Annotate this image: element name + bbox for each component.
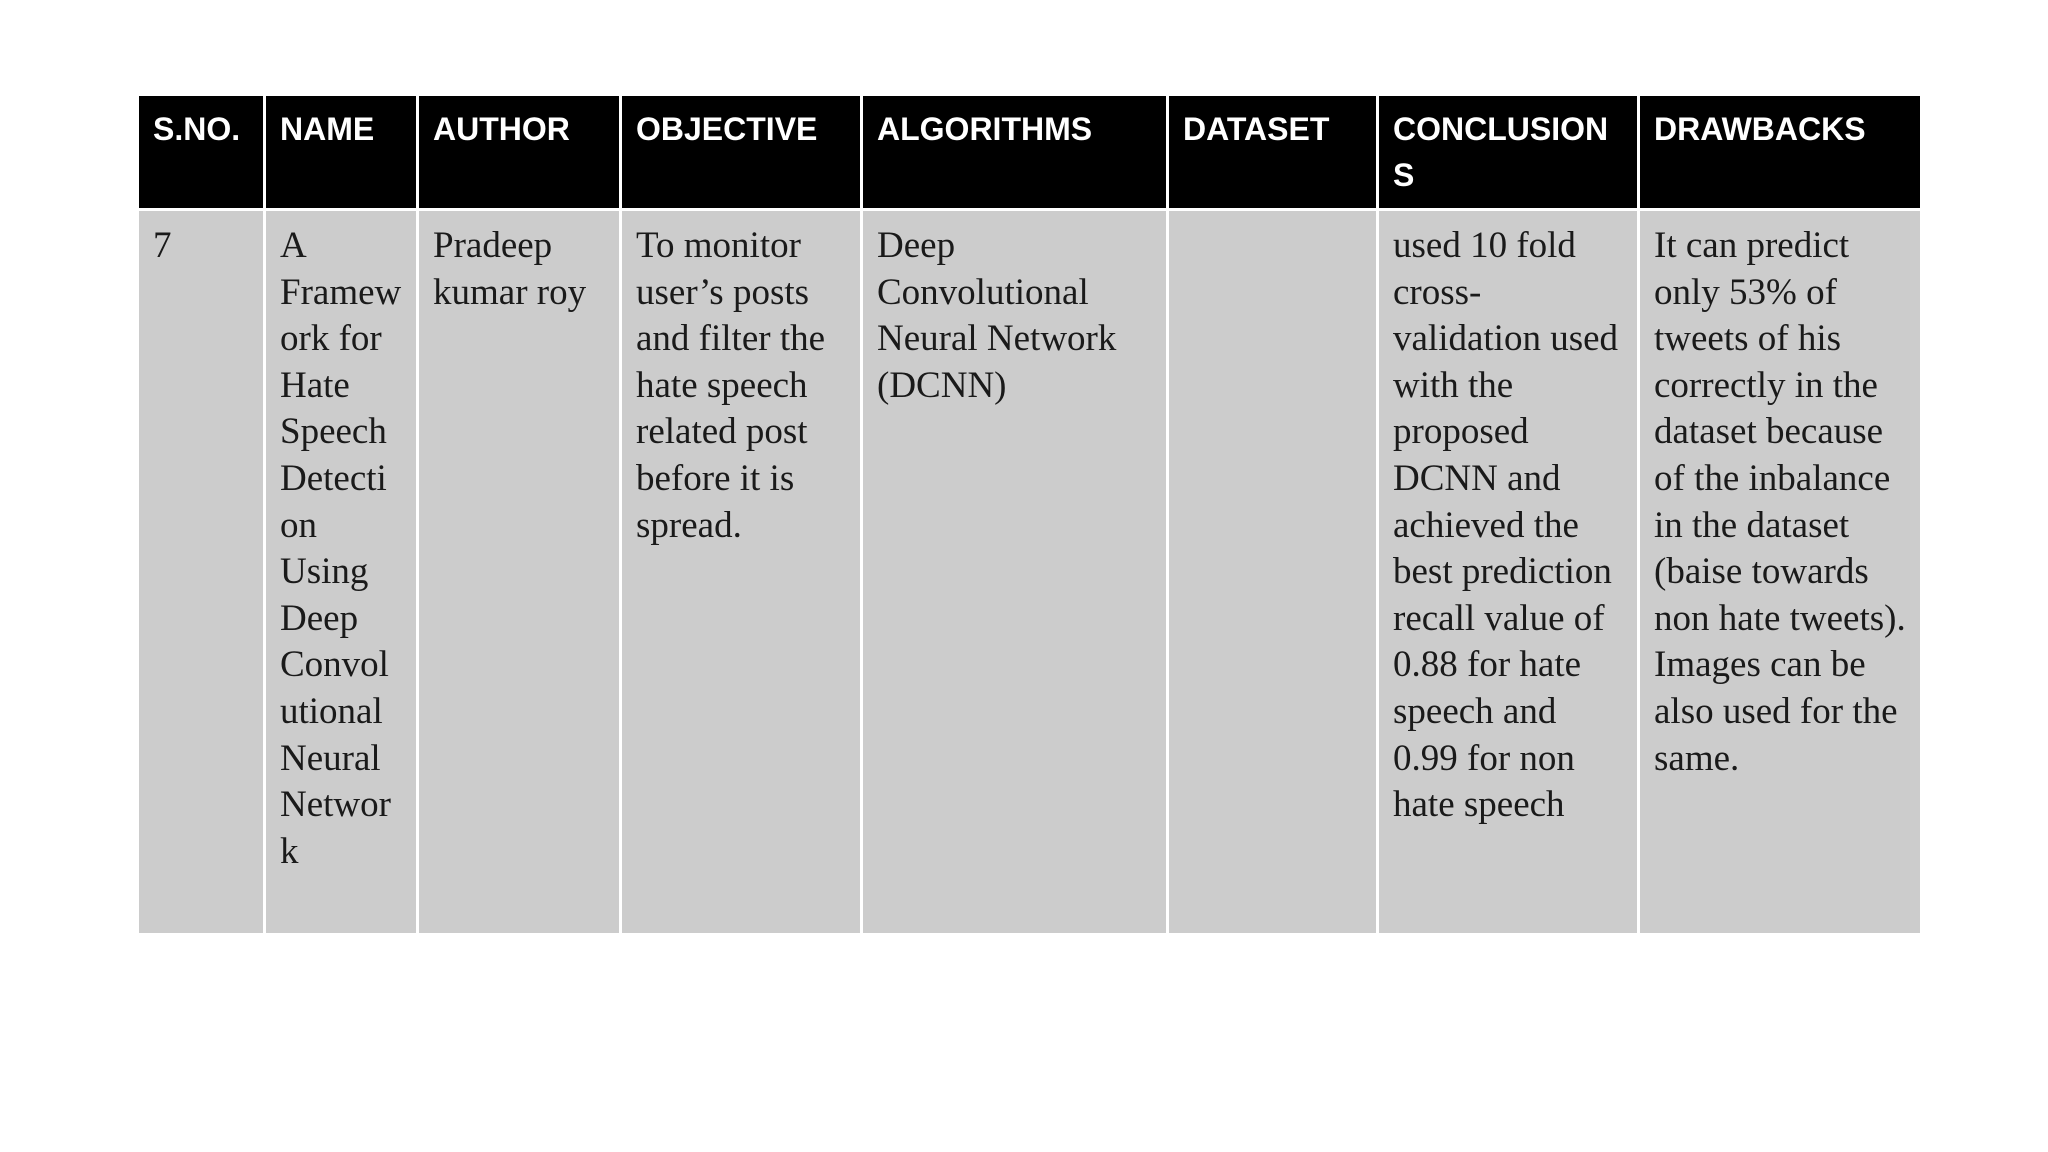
cell-name: A Framework for Hate Speech Detection Using Deep Convolutional Neural Network [265,210,418,935]
cell-drawbacks: It can predict only 53% of tweets of his correctly in the dataset because of the inbalance in the dataset (baise towards non hate tweets). Images can be also used for the same. [1639,210,1922,935]
cell-sno: 7 [138,210,265,935]
cell-dataset [1168,210,1378,935]
header-name: NAME [265,95,418,210]
header-conclusions: CONCLUSIONS [1378,95,1639,210]
header-sno: S.NO. [138,95,265,210]
cell-algorithms: Deep Convolutional Neural Network (DCNN) [862,210,1168,935]
cell-conclusions: used 10 fold cross-validation used with the proposed DCNN and achieved the best prediction recall value of 0.88 for hate speech and 0.99 for non hate speech [1378,210,1639,935]
cell-objective: To monitor user’s posts and filter the hate speech related post before it is spread. [621,210,862,935]
header-author: AUTHOR [418,95,621,210]
table-row [138,210,1922,935]
cell-author: Pradeep kumar roy [418,210,621,935]
table-header-row [138,95,1922,210]
header-dataset: DATASET [1168,95,1378,210]
literature-survey-table [136,93,1923,936]
header-drawbacks: DRAWBACKS [1639,95,1922,210]
header-objective: OBJECTIVE [621,95,862,210]
header-algorithms: ALGORITHMS [862,95,1168,210]
